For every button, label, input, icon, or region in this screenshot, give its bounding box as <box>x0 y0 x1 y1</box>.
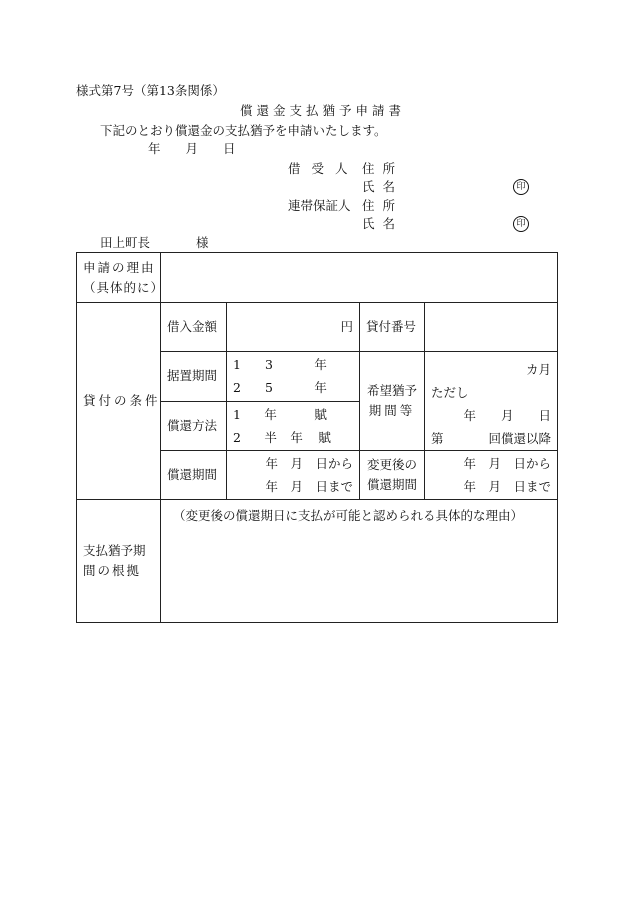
changed-label-line1: 変更後の <box>366 457 417 472</box>
option-number: 1 <box>233 406 241 422</box>
dai-text: 第 <box>431 431 444 446</box>
kai-text: 回償還以降 <box>488 431 551 446</box>
reason-row <box>77 253 558 303</box>
loan-number-field[interactable] <box>425 303 558 352</box>
reason-label-line2: （具体的に） <box>83 279 165 295</box>
document-title: 償還金支払猶予申請書 <box>240 103 406 118</box>
option-number: 2 <box>233 380 241 396</box>
option-number: 2 <box>233 429 241 445</box>
desired-period-field[interactable] <box>425 352 558 451</box>
option-value: 5 <box>264 380 273 396</box>
loan-amount-row <box>77 303 558 352</box>
desired-period-label <box>360 352 425 451</box>
loan-number-label: 貸付番号 <box>360 303 425 352</box>
changed-period-field[interactable] <box>425 451 558 500</box>
deferment-options <box>227 352 360 402</box>
changed-period-from: 年 月 日から <box>463 456 551 471</box>
option-text-a: 半 <box>264 429 277 445</box>
option-value: 3 <box>264 357 273 373</box>
borrower-name-label: 氏名 <box>362 179 404 194</box>
desired-label-line2: 期間等 <box>368 403 416 418</box>
guarantor-address-label: 住所 <box>362 198 404 213</box>
changed-period-to: 年 月 日まで <box>463 479 551 494</box>
reason-label-cell <box>77 253 165 303</box>
borrower-address-label: 住所 <box>362 161 404 176</box>
borrower-role: 借受人 <box>288 161 359 176</box>
grounds-note: （変更後の償還期日に支払が可能と認められる具体的な理由） <box>173 508 524 523</box>
loan-amount-field[interactable] <box>227 303 360 352</box>
repay-period-label: 償還期間 <box>161 451 227 500</box>
reason-label-line1: 申請の理由 <box>83 259 156 275</box>
application-table <box>76 252 558 623</box>
repay-method-options <box>227 401 360 451</box>
intro-text: 下記のとおり償還金の支払猶予を申請いたします。 <box>100 123 387 138</box>
guarantor-seal-mark: 印 <box>513 216 529 232</box>
deferment-option-1[interactable] <box>233 353 353 376</box>
guarantor-role: 連帯保証人 <box>288 198 351 213</box>
borrower-seal-mark: 印 <box>513 179 529 195</box>
desired-label-line1: 希望猶予 <box>366 383 417 398</box>
conditions-label: 貸付の条件 <box>77 303 161 500</box>
reason-input-area[interactable] <box>161 253 558 303</box>
repay-period-field[interactable] <box>227 451 360 500</box>
option-text-b: 賦 <box>314 406 327 422</box>
option-text-b: 年 <box>290 429 303 445</box>
changed-period-label <box>360 451 425 500</box>
method-option-1[interactable] <box>233 403 353 426</box>
grounds-row <box>77 500 558 623</box>
desired-date: 年 月 日 <box>463 408 551 423</box>
option-text-c: 賦 <box>318 429 331 445</box>
option-unit: 年 <box>314 380 327 396</box>
option-number: 1 <box>233 357 241 373</box>
loan-amount-label: 借入金額 <box>161 303 227 352</box>
option-text-a: 年 <box>264 406 277 422</box>
months-unit: カ月 <box>525 362 551 377</box>
grounds-input-area[interactable] <box>161 500 558 623</box>
period-from: 年 月 日から <box>265 456 353 471</box>
tadashi-text: ただし <box>431 385 469 400</box>
deferment-option-2[interactable] <box>233 376 353 399</box>
grounds-label-line1: 支払猶予期 <box>83 543 146 558</box>
addressee: 田上町長 <box>100 235 151 250</box>
grounds-label-line2: 間の根拠 <box>83 563 142 578</box>
grounds-label-cell <box>77 500 161 623</box>
addressee-suffix: 様 <box>196 235 209 250</box>
period-to: 年 月 日まで <box>265 479 353 494</box>
deferment-label: 据置期間 <box>161 352 227 402</box>
date-line: 年 月 日 <box>148 141 236 156</box>
method-option-2[interactable] <box>233 426 353 449</box>
form-number: 様式第7号（第13条関係） <box>76 83 225 98</box>
option-unit: 年 <box>314 357 327 373</box>
repay-method-label: 償還方法 <box>161 401 227 451</box>
changed-label-line2: 償還期間 <box>366 477 417 492</box>
yen-unit: 円 <box>340 319 353 334</box>
guarantor-name-label: 氏名 <box>362 216 404 231</box>
